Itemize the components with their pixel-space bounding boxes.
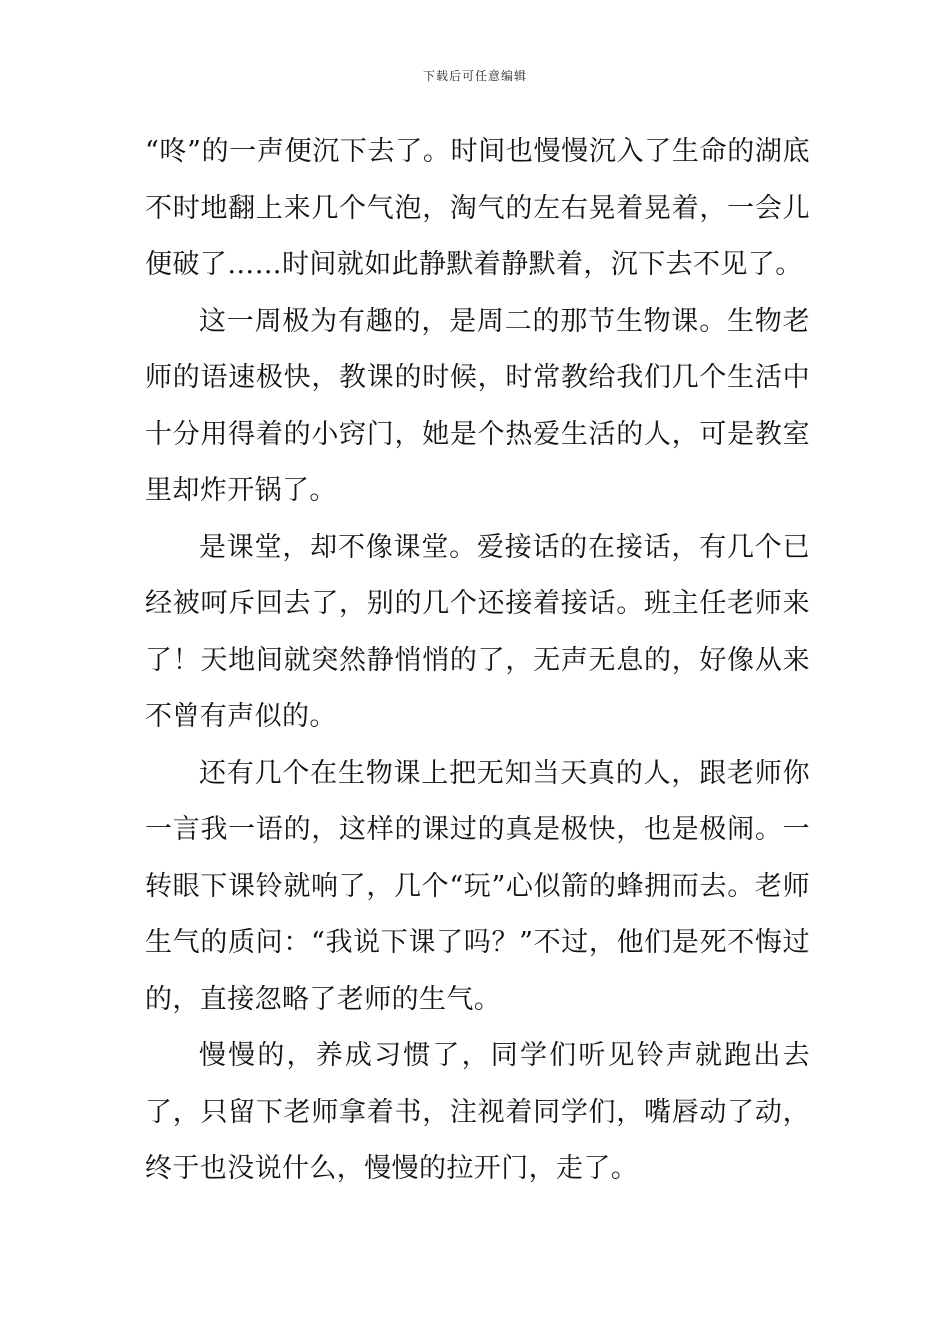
header-note: 下载后可任意编辑	[422, 69, 527, 83]
paragraph-2: 这一周极为有趣的，是周二的那节生物课。生物老师的语速极快，教课的时候，时常教给我们几个生活中十分用得着的小窍门，她是个热爱生活的人，可是教室里却炸开锅了。	[145, 305, 810, 506]
paragraph-3: 是课堂，却不像课堂。爱接话的在接话，有几个已经被呵斥回去了，别的几个还接着接话。班主任老师来了！天地间就突然静悄悄的了，无声无息的，好像从来不曾有声似的。	[145, 531, 810, 732]
paragraph-1: “咚”的一声便沉下去了。时间也慢慢沉入了生命的湖底不时地翻上来几个气泡，淘气的左右晃着晃着，一会儿便破了……时间就如此静默着静默着，沉下去不见了。	[145, 136, 810, 280]
document-body	[145, 124, 810, 1198]
paragraph-5: 慢慢的，养成习惯了，同学们听见铃声就跑出去了，只留下老师拿着书，注视着同学们，嘴唇动了动，终于也没说什么，慢慢的拉开门，走了。	[145, 1040, 810, 1184]
paragraph-4: 还有几个在生物课上把无知当天真的人，跟老师你一言我一语的，这样的课过的真是极快，也是极闹。一转眼下课铃就响了，几个“玩”心似箭的蜂拥而去。老师生气的质问：“我说下课了吗？”不过，他们是死不悔过的，直接忽略了老师的生气。	[145, 757, 810, 1015]
